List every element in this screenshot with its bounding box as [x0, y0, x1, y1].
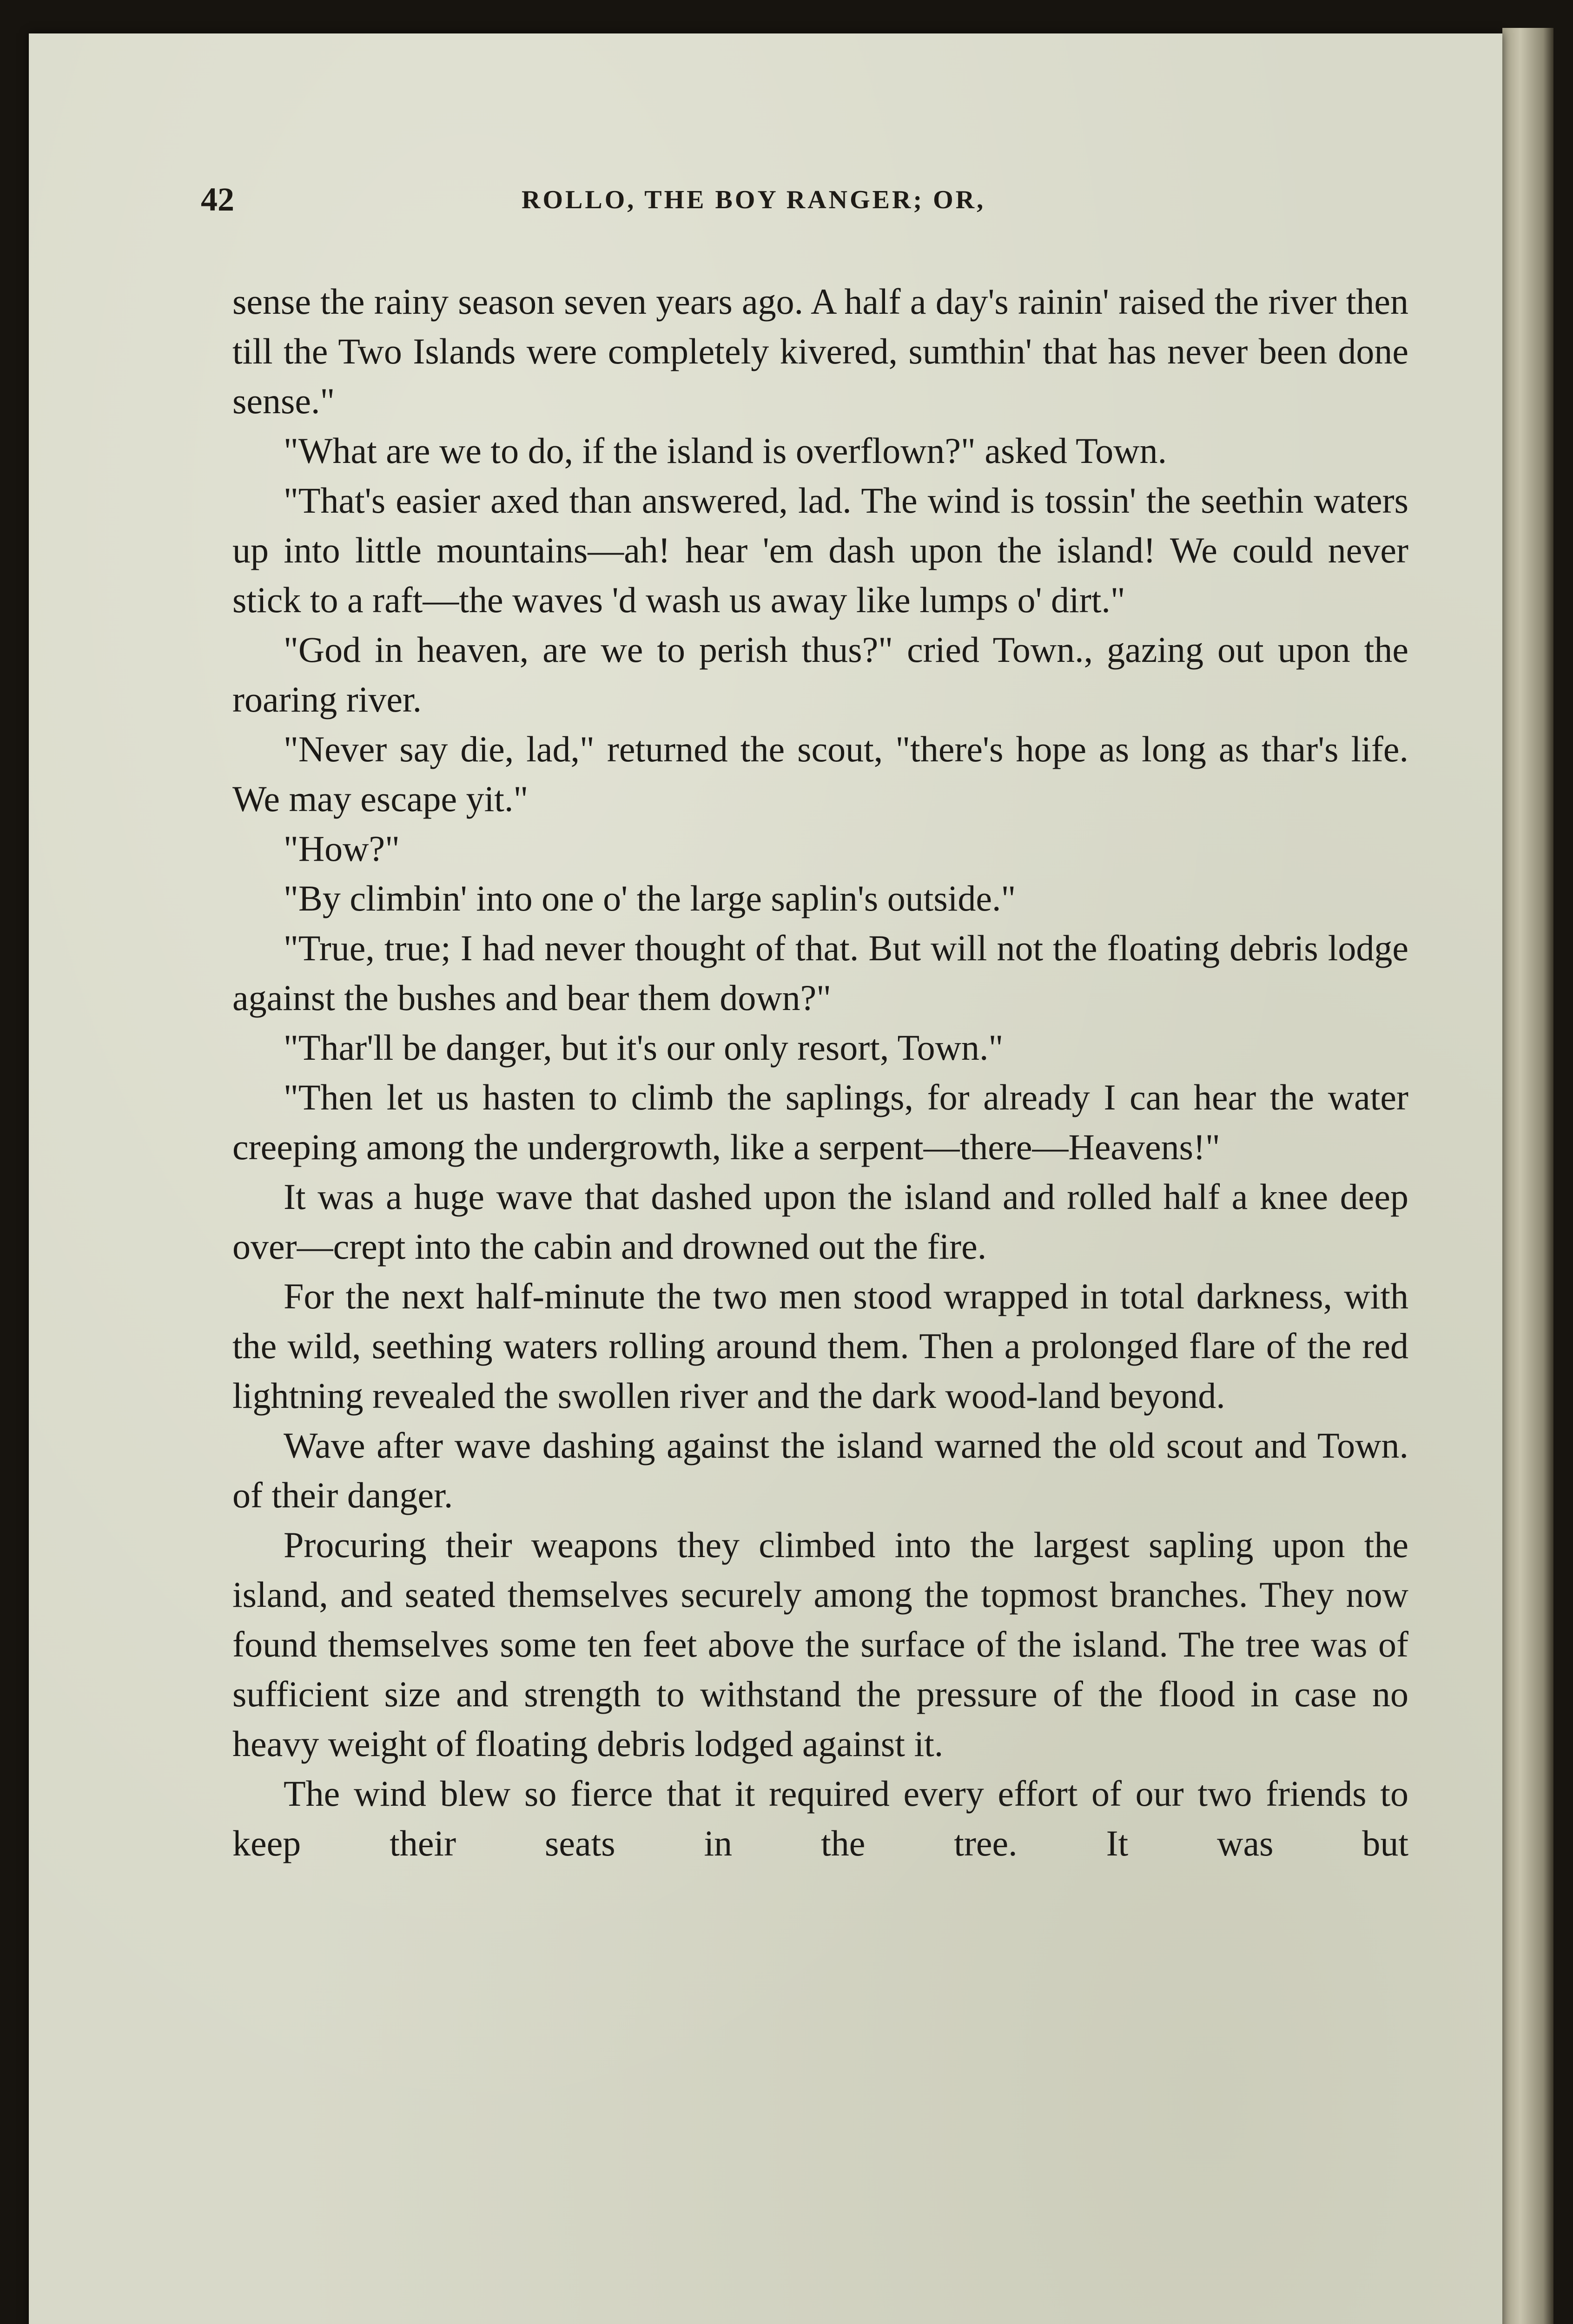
paragraph: For the next half-minute the two men stood wrapped in total darkness, with the wild, seething waters rolling around them. Then a prolonged flare of the red lightning revealed the swollen river and the dark wood-land beyond.	[232, 1276, 1408, 1416]
paragraph: The wind blew so fierce that it required every effort of our two friends to keep their seats in the tree. It was but	[232, 1773, 1408, 1863]
paragraph: "Never say die, lad," returned the scout, "there's hope as long as thar's life. We may escape yit."	[232, 729, 1408, 819]
paragraph: It was a huge wave that dashed upon the island and rolled half a knee deep over—crept into the cabin and drowned out the fire.	[232, 1176, 1408, 1267]
paragraph: "True, true; I had never thought of that. But will not the floating debris lodge against the bushes and bear them down?"	[232, 928, 1408, 1018]
page-number: 42	[201, 181, 234, 218]
body-text	[232, 277, 1408, 2284]
paragraph: "By climbin' into one o' the large saplin's outside."	[284, 878, 1016, 918]
paragraph: "God in heaven, are we to perish thus?" cried Town., gazing out upon the roaring river.	[232, 629, 1408, 720]
paragraph: Wave after wave dashing against the island warned the old scout and Town. of their danger.	[232, 1425, 1408, 1515]
paragraph: "That's easier axed than answered, lad. The wind is tossin' the seethin waters up into little mountains—ah! hear 'em dash upon the island! We could never stick to a raft—the waves 'd wash us away like lumps o' dirt."	[232, 480, 1408, 620]
paragraph: "Thar'll be danger, but it's our only resort, Town."	[284, 1027, 1004, 1068]
paragraph: "How?"	[284, 828, 400, 869]
running-head: ROLLO, THE BOY RANGER; OR,	[522, 185, 986, 214]
paragraph: "Then let us hasten to climb the saplings, for already I can hear the water creeping among the undergrowth, like a serpent—there—Heavens!"	[232, 1077, 1408, 1167]
paragraph: sense the rainy season seven years ago. A half a day's rainin' raised the river then till the Two Islands were completely kivered, sumthin' that has never been done sense."	[232, 281, 1408, 421]
paragraph: "What are we to do, if the island is overflown?" asked Town.	[284, 430, 1167, 471]
book-spine-edge	[1502, 28, 1553, 2324]
page-header	[201, 180, 1414, 231]
paragraph: Procuring their weapons they climbed into the largest sapling upon the island, and seated themselves securely among the topmost branches. They now found themselves some ten feet above the surface of the island. The tree was of sufficient size and strength to withstand the pressure of the flood in case no heavy weight of floating debris lodged against it.	[232, 1525, 1408, 1764]
